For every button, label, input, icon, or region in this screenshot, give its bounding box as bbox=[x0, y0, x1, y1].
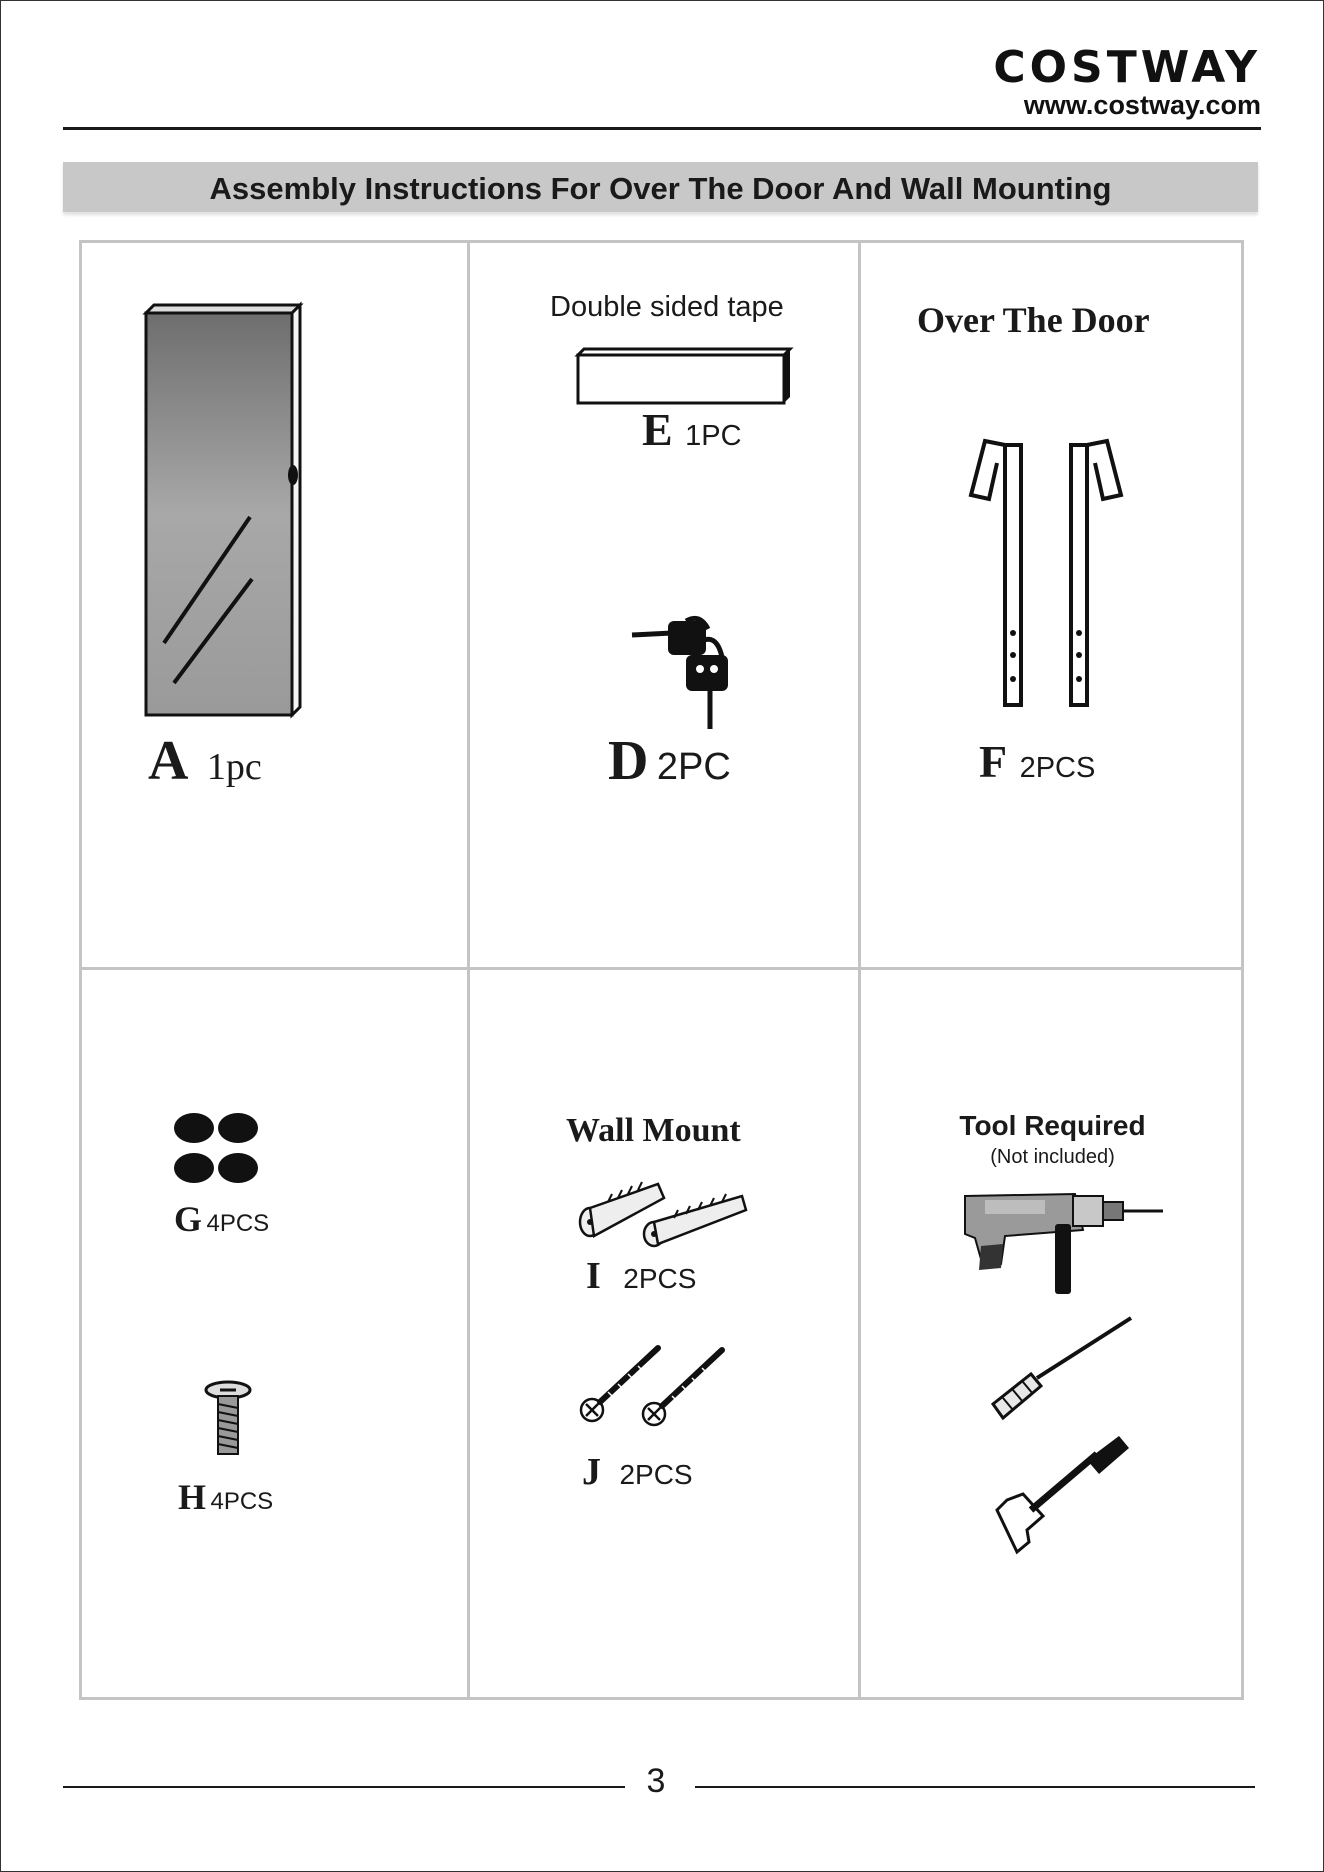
hammer-icon bbox=[987, 1430, 1137, 1560]
part-g-label bbox=[174, 1198, 269, 1240]
part-cell-g-h bbox=[82, 970, 467, 1700]
part-g-letter: G bbox=[174, 1199, 203, 1239]
brand-block bbox=[993, 42, 1261, 120]
part-g-qty: 4PCS bbox=[206, 1210, 270, 1237]
header-divider bbox=[63, 127, 1261, 130]
part-e-letter: E bbox=[642, 404, 673, 455]
part-f-letter: F bbox=[979, 736, 1008, 787]
part-d-label bbox=[608, 729, 731, 793]
part-a-qty: 1pc bbox=[206, 746, 262, 788]
mirror-cabinet-icon bbox=[142, 303, 302, 723]
part-cell-f bbox=[861, 243, 1244, 967]
title-bar bbox=[63, 162, 1258, 212]
drill-icon bbox=[955, 1186, 1165, 1296]
page-number: 3 bbox=[646, 1762, 666, 1800]
part-e-qty: 1PC bbox=[685, 420, 742, 452]
part-j-label bbox=[582, 1450, 693, 1494]
screw-icon bbox=[202, 1380, 254, 1460]
part-cell-i-j bbox=[470, 970, 858, 1700]
part-h-letter: H bbox=[178, 1477, 207, 1517]
part-i-label bbox=[586, 1254, 696, 1298]
wall-mount-heading: Wall Mount bbox=[566, 1112, 741, 1149]
part-d-qty: 2PC bbox=[656, 746, 731, 788]
over-the-door-heading: Over The Door bbox=[917, 300, 1150, 340]
part-j-letter: J bbox=[582, 1451, 601, 1493]
padlock-key-icon bbox=[630, 613, 740, 733]
tape-strip-icon bbox=[576, 347, 792, 405]
tools-cell bbox=[861, 970, 1244, 1700]
part-cell-e-d bbox=[470, 243, 858, 967]
part-e-caption: Double sided tape bbox=[550, 291, 784, 323]
page-title: Assembly Instructions For Over The Door And Wall Mounting bbox=[209, 171, 1112, 206]
part-j-qty: 2PCS bbox=[619, 1459, 693, 1490]
part-f-qty: 2PCS bbox=[1019, 752, 1096, 784]
part-a-label bbox=[148, 729, 262, 793]
brand-url: www.costway.com bbox=[1023, 90, 1261, 120]
door-hook-icon bbox=[965, 433, 1125, 713]
part-i-qty: 2PCS bbox=[623, 1263, 697, 1294]
screwdriver-icon bbox=[987, 1314, 1137, 1424]
part-cell-a bbox=[82, 243, 467, 967]
tools-note: (Not included) bbox=[990, 1146, 1115, 1168]
part-h-label bbox=[178, 1476, 273, 1518]
part-f-label bbox=[979, 735, 1095, 788]
brand-logo: COSTWAY bbox=[993, 42, 1261, 93]
wall-anchor-icon bbox=[578, 1172, 750, 1244]
part-h-qty: 4PCS bbox=[210, 1488, 274, 1515]
tools-heading: Tool Required bbox=[959, 1110, 1146, 1141]
part-e-label bbox=[642, 403, 742, 456]
parts-grid bbox=[79, 240, 1244, 1700]
part-a-letter: A bbox=[148, 730, 189, 792]
footer-rule-right bbox=[695, 1786, 1255, 1788]
footer-rule-left bbox=[63, 1786, 625, 1788]
wood-screw-icon bbox=[578, 1340, 728, 1424]
part-d-letter: D bbox=[608, 730, 649, 792]
part-i-letter: I bbox=[586, 1255, 601, 1297]
felt-pad-icon bbox=[174, 1112, 260, 1184]
